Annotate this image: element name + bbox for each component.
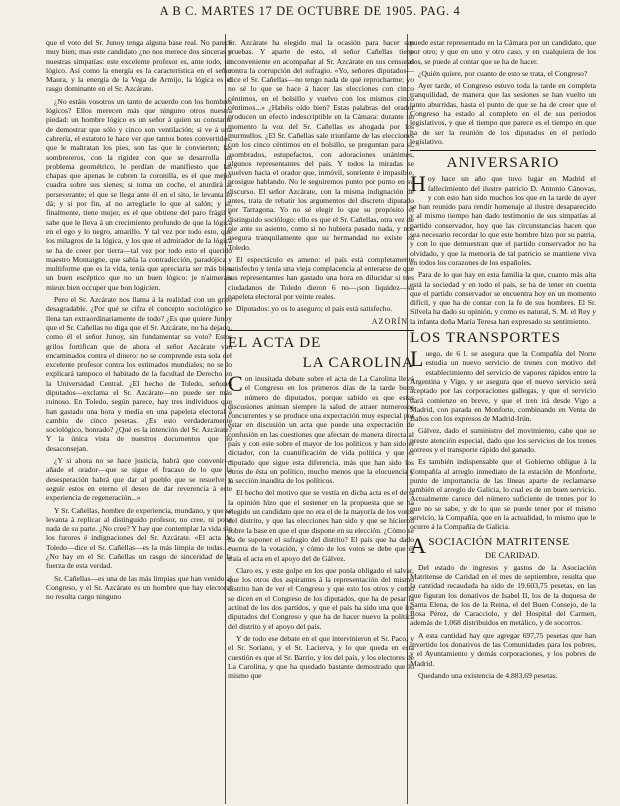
column-right [410,38,596,800]
section-divider [410,150,596,151]
paragraph: Para de lo que hay en esta familia la que, cuanto más alta está la sociedad y en todo el país, se ha de tener en cuenta que el partido conservador se encuentra hoy en un momento difícil, y que ha de contar con la fe de sus hombres. El Sr. Silvela ha dado su opinión, y como es natural, S. M. el Rey y la infanta doña María Teresa han expresado su sentimiento. [410,270,596,326]
paragraph-text: uego, de 6 l. se asegura que la Compañía del Norte estudia un nuevo servicio de trenes con motivo del establecimiento del servicio de vapores rápidos entre la Argentina y Vigo, y se asegura que el nuevo servicio será aceptado por las corporaciones gallegas, y que el servicio dará comienzo en breve, y que el tren irá desde Vigo a Madrid, con parada en Monforte, combinando en Venta de Baños con los expresos de Madrid-Irún. [410,349,596,424]
paragraph [228,370,414,486]
paragraph: Y Sr. Cañellas, hombre de experiencia, mundano, y que se levanta á replicar al distinguido profesor, no cree, ni pone nada de su parte. ¿No cree? Y hay que contemplar la vida sin los furores é indignaciones del Sr. Azcárate. «El acta de Toledo—dice el Sr. Cañellas—es la más limpia de todas...» ¿No hay en el Sr. Cañellas un rasgo de sinceridad de la fuerza de esta verdad. [46,505,232,571]
paragraph: Del estado de ingresos y gastos de la Asociación Matritense de Caridad en el mes de septiembre, resulta que la cantidad recaudada ha sido de 19.603,75 pesetas, en las que figuran los donativos de Isabel II, los de la duquesa de Santa Elena, de los de la Reina, el del Buen Consejo, de la Rosa Pérez, de Caracciolo, y del Hospital del Carmen, además de 1.068 distribuidos en metálico, y de socorros. [410,562,596,628]
paragraph: que el voto del Sr. Junoy tenga alguna base real. No parece muy bien; mas este candidato ¿no nos merece dos sinceras y nuestras simpatías: este excelente profesor es, ante todo, un lógico. Así como la energía es la característica en el señor Maura, y la energía de la Vega de Armijo, la lógica es el rasgo dominante en el Sr. Azcárate. [46,38,232,94]
paragraph-text: on inusitada debate sobre el acta de La Carolina llevó el Congreso en los primeros días de la tarde buen número de diputados, porque sabido es que estas discusiones animan siempre la salud de atraer numerosos concurrentes y se produce una expectación muy especial por estar en discusión un acta que puede una expectación de confusión en las cuestiones que afectan de manera directa al país y con este sobre el mayor de los políticos y han sido el dictador, con la cuantificación de vida política y que el diputado que sigue esta diferencia, más que han sido los otros de ésta un político, mucho menos que la elocuencia y la sección inaudita de los políticos. [228,373,414,486]
paragraph: Ayer tarde, el Congreso estuvo toda la tarde en completa tranquilidad, de manera que las sesiones se han vuelto un tanto aburridas, hasta el punto de que se ha de creer que el Congreso ha estado al completo en el de sus periodos legislativos, y que el tiempo que parece es el tiempo en que ha de ser la reunión de los diputados en el período legislativo. [410,81,596,146]
paragraph [410,346,596,424]
paragraph: Gálvez, dado el suministro del movimiento, cabe que se preste atención especial, dado que los servicios de los trenes correos y el transporte rápido del ganado. [410,426,596,454]
drop-cap: L [410,346,424,372]
paragraph: Diputados: yo os lo aseguro; el país está satisfecho. [236,304,393,314]
section-subheadline: DE CARIDAD. [485,549,540,560]
article-headline-line1: EL ACTA DE [228,334,322,351]
paragraph: Sr. Cañellas—es una de las más limpias que han venido al Congreso, y el Sr. Azcárate es un hombre que hay electoral no resulta cargo ninguno [46,573,232,602]
drop-cap: H [410,171,426,197]
section-divider [228,330,414,331]
paragraph: Y de todo ese debate en el que intervinieron el Sr. Paco, y el Sr. Soriano, y el Sr. Lacierva, y lo que queda en esta cuestión es que el Sr. Barrio, y los del país, y los electores de La Carolina, y que ha quedado bastante demostrado que lo mismo que [228,633,414,681]
paragraph: Pero el Sr. Azcárate nos llama á la realidad con un grito desagradable. ¿Por qué se cifra el concepto sociológico se llena tan extraordinariamente de todo? ¿Es que quiere Junoy que el Sr. Cañellas no diga que el Sr. Azcárate, no ha dejado, como él el señor Junoy, sin fundamentar su voto? Estos grilos fortifican que de ahora el señor Azcárate van encaminados contra el dinero: no se comprende esta sola del excelente profesor contra los estimados mundiales; no se lo explicará tampoco el habitado de la facultad de Derecho en la Universidad Central. ¿El hecho de Toledo, señores diputados—exclama el Sr. Azcárate—no puede ser más ruinoso. En Toledo, según parece, hay tres individuos que han gastado una hora y media en una papeleta electoral á cambio de cinco pesetas. ¿Es esto verdaderamente sociológico, honrado? ¿Qué es la intención del Sr. Azcárate? Y la única vista de nuestros documentos que lo desaconsejan. [46,295,232,453]
paragraph: ¿No estáis vosotros un tanto de acuerdo con los hombres lógicos? Ellos merecen más que ninguno otros nuestra piedad: un hombre lógico es un señor á quien su constante de demostrar que sólo y cinco son ventilación; si ve á una cabrería, el estatuto le hace ver que tantos botes convertidos, que le maltratan los pies, son las que le convierten; las sombrereros, con la rigidez con que se desarrolla un problema geométrico, le perdían de manifiesto que las chapas que apenas le cubren la coronilla, es el que mejor cuadra sobre sus sienes; si toma un coche, el aturdirá al perseverante; el que se llega ante él en el sito, le levanta lo dá; y si por fin, al no arreglarle lo que al salón; y si, finalmente, tiene mujer, es el que obtiene del paro frágil y sabe que le lleva á un crecimiento profundo de que la lógica en el ego y lo negro, amarillo. Y tal vez por todo esto, que los milagros de la lógica, y los que el admirador de la lógica se ha de creer por tierra—tal vez por todo esto el querido maestro Montaigne, que sabía la contradicción, paradójica y multiforme que es la vida, tenía que apreciaria ser más bien un buen escéptico que no un buen lógico: je n'aimerais mieux bien occuper que bon logicien. [46,96,232,292]
paragraph-text: oy hace un año que tuvo lugar en Madrid el fallecimiento del ilustre patricio D. Antonio Cánovas, y con esto han sido muchos los que en la tarde de ayer se han reunido para rendir homenaje al ilustre desaparecido y al mismo tiempo han dado testimonio de sus simpatías al partido conservador, hoy que las circunstancias hacen que sea necesario recordar lo que este hombre hizo por su patria, y con lo que demuestran que el partido conservador no ha olvidado, y que la memoria de tal patricio se mantiene viva en todos los corazones de los españoles. [410,174,596,267]
section-headline-aniversario: ANIVERSARIO [446,155,560,172]
paragraph: Claro es, y este golpe en los que ponía obligado el salvar, que los otros dos aspirantes á la representación del mismo distrito han de ver el Congreso y que esto los otros y como se dicen en el Congreso de los diputados, que ha de pesar la actitud de los dos partidos, y que el país ha sido una que los diputados del Congreso y que ha de hacer nuevo la política del distrito y el apoyo del país. [228,565,414,631]
author-signature: AZORÍN [371,316,408,326]
paragraph: El espectáculo es ameno: el país está completamente satisfecho y tenía una vieja complacencia al enterarse de que sus representantes han gastado una hora en dilucidar si tres ciudadanos de Toledo dieron 6 no—¡son liquidez—su papeleta electoral por veinte reales. [228,254,414,302]
drop-cap: C [228,370,243,396]
paragraph [410,171,596,267]
paragraph: Quedando una existencia de 4.883,69 pesetas. [418,670,558,680]
column-left [46,38,232,800]
paragraph: El hecho del motivo que se vestía en dicha acta es el de si la opinión hizo que el sostener en la propuesta que se ha elegido un candidato que no era el de la mayoría de los votos del distrito, y que las elecciones han sido y que se hicieron sobre la base en que el que dispone en su elección. ¿Cómo se ha de suponer el sufragio del distrito? El país que ha dado cuenta de la votación, y cómo de los votos se debe que él traía el acta en el apoyo del de Gálvez. [228,488,414,563]
paragraph: ¿Y si ahora no se hace justicia, habrá que convenir—añade el orador—que se sigue el fracaso de lo que la desesperación habrá que dar al pueblo que se resuelve y seguir estos en eterno el deseo de dar reverencia á este experiencia de regeneración...» [46,456,232,503]
paragraph: ¿Quién quiere, por cuanto de esto se trata, el Congreso? [418,68,588,78]
drop-cap: A [410,532,427,558]
headline-text: SOCIACIÓN MATRITENSE [428,535,570,548]
article-headline-line2: LA CAROLINA [302,354,414,371]
paragraph: Sr. Azcárate ha elegido mal la ocasión para hacer sus pruebas. Y aparte de esto, el señor Cañellas tiene inconveniente en acompañar al Sr. Azcárate en sus censuras contra la corrupción del sufragio. «Yo, señores diputados—dice el Sr. Cañellas—no tengo nada de qué reprocharme; yo no sé lo que se hace á hacer las elecciones con cinco céntimos, en el bolsillo y vuelvo con los mismos cinco céntimos...» ¿Habéis oído bien? Estas palabras del orador producen un efecto indescriptible en la Cámara: durante un momento la voz del Sr. Cañellas es ahogada por los murmullos. ¿El Sr. Cañellas sale triunfante de las elecciones con los cinco céntimos en el bolsillo, se preguntan para sí, asombrados, estupefactos, con adoraciones unánimes, algunos representantes del país. Y todos la miradas se vuelven hacia el orador que, inmóvil, sonriente é impasible, prosigue hablando. No le seguiremos punto por punto en su discurso. El señor Azcárate, con la misma indignación de antes, trata de rebatir los argumentos del discreto diputado por Tarragona. Yo no sé elegir lo que su propósito el distinguido sociólogo: ello es que el Sr. Cañellas, otra vez de pie ante su asiento, como si no hubiera pasado nada, y nos asegura tranquilamente que su hermandad no existe en Toledo. [228,38,414,252]
running-head: A B C. MARTES 17 DE OCTUBRE DE 1905. PAG. 4 [159,4,461,18]
paragraph: Es también indispensable que el Gobierno obligue á la Compañía al arreglo inmediato de la estación de Monforte, punto de importancia de las líneas aparte de reclamarse también el arreglo de Galicia, lo cual es de un buen servicio. Actualmente carece del número suficiente de trenes por lo que no se sabe, y de lo que se puede tener por el mismo servicio, la Compañía, que en la actualidad, lo mismo que le ocurre á la Compañía de Galicia. [410,457,596,532]
column-middle [228,38,414,800]
paragraph: A esta cantidad hay que agregar 697,75 pesetas que han invertido los donativos de las Comunidades para los pobres, y el Ayuntamiento y demás corporaciones, y los pobres de Madrid. [410,630,596,668]
section-headline-transportes: LOS TRANSPORTES [410,330,561,347]
paragraph: puede estar representado en la Cámara por un candidato, que por otro; y que en uno y otro caso, y en cualquiera de los dos, se puede al contar que se ha de hacer. [410,38,596,66]
